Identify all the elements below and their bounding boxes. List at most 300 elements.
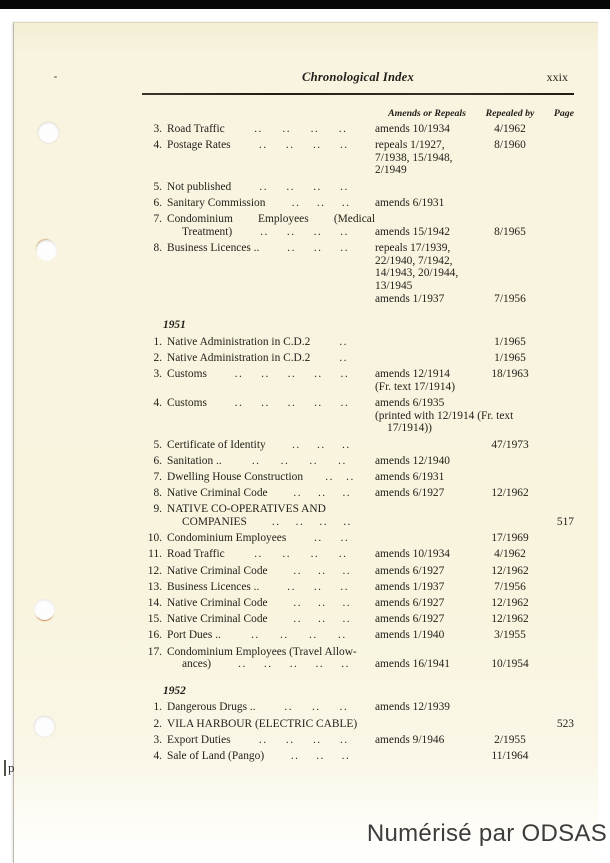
index-row xyxy=(142,397,574,409)
leader-dots: .. xyxy=(342,613,352,626)
leader-dots: .. xyxy=(291,438,301,451)
index-row xyxy=(142,293,574,305)
row-number: 3. xyxy=(153,733,162,746)
leader-dots: .. xyxy=(339,139,349,152)
leader-dots: .. xyxy=(337,629,347,642)
repealed-cell: 4/1962 xyxy=(494,548,526,561)
index-row xyxy=(142,718,574,730)
repealed-cell: 8/1965 xyxy=(494,225,526,238)
row-number: 4. xyxy=(153,750,162,763)
leader-dots: .. xyxy=(340,368,350,381)
row-title-text: Certificate of Identity xyxy=(167,438,266,451)
row-number: 15. xyxy=(147,613,162,626)
dot-leader xyxy=(256,701,375,713)
leader-dots: .. xyxy=(261,368,270,381)
dot-leader xyxy=(268,487,375,499)
leader-dots: .. xyxy=(342,564,352,577)
index-row xyxy=(142,164,574,176)
row-title xyxy=(167,352,375,364)
leader-dots: .. xyxy=(338,548,348,561)
dot-leader xyxy=(207,368,375,380)
binder-hole xyxy=(36,240,57,261)
running-head xyxy=(142,70,574,86)
edge-text: p xyxy=(4,760,15,776)
row-title xyxy=(167,439,375,451)
row-number: 6. xyxy=(153,196,162,209)
leader-dots: .. xyxy=(319,516,329,529)
row-title-text: Dwelling House Construction xyxy=(167,471,304,484)
row-title xyxy=(167,597,375,609)
leader-dots: .. xyxy=(280,629,289,642)
row-title-text: VILA HARBOUR (ELECTRIC CABLE) xyxy=(167,717,358,730)
leader-dots: .. xyxy=(311,701,321,714)
leader-dots: .. xyxy=(282,122,292,135)
column-headers xyxy=(142,108,574,119)
amends-cell: (Fr. text 17/1914) xyxy=(375,380,456,393)
index-row xyxy=(142,658,574,670)
row-title-text: NATIVE CO-OPERATIVES AND xyxy=(167,503,326,516)
amends-cell: amends 12/1940 xyxy=(375,454,450,467)
index-row xyxy=(142,410,574,422)
leader-dots: .. xyxy=(286,225,296,238)
leader-dots: .. xyxy=(342,487,352,500)
amends-cell: 14/1943, 20/1944, xyxy=(375,267,459,280)
index-row xyxy=(142,597,574,609)
row-title-text: ances) xyxy=(182,658,212,671)
row-title-text: Dangerous Drugs .. xyxy=(167,701,256,714)
row-title xyxy=(167,123,375,135)
leader-dots: .. xyxy=(289,658,299,671)
dot-leader xyxy=(225,123,375,135)
leader-dots: .. xyxy=(341,196,351,209)
dot-leader xyxy=(225,548,375,560)
amends-cell: amends 10/1934 xyxy=(375,548,450,561)
repealed-cell: 12/1962 xyxy=(491,597,529,610)
row-title xyxy=(167,397,375,409)
binder-hole xyxy=(38,122,59,143)
row-title xyxy=(167,548,375,560)
leader-dots: .. xyxy=(282,548,292,561)
leader-dots: .. xyxy=(234,368,244,381)
row-number: 4. xyxy=(153,139,162,152)
amends-cell: amends 1/1937 xyxy=(375,292,445,305)
row-title xyxy=(167,226,375,238)
leader-dots: .. xyxy=(340,397,350,410)
repealed-cell: 2/1955 xyxy=(494,733,526,746)
index-row xyxy=(142,734,574,746)
row-number: 11. xyxy=(148,548,162,561)
leader-dots: .. xyxy=(339,352,349,365)
row-number: 13. xyxy=(147,580,162,593)
row-title-text: Condominium Employees (Travel Allow- xyxy=(167,645,357,658)
leader-dots: .. xyxy=(261,397,270,410)
leader-dots: .. xyxy=(340,180,349,193)
row-number: 3. xyxy=(153,122,162,135)
row-title-text: Treatment) xyxy=(182,225,233,238)
index-row xyxy=(142,226,574,238)
row-title xyxy=(167,471,375,483)
leader-dots: .. xyxy=(338,122,348,135)
leader-dots: .. xyxy=(258,733,268,746)
row-number: 1. xyxy=(153,335,162,348)
leader-dots: .. xyxy=(341,438,351,451)
row-number: 9. xyxy=(153,503,162,516)
row-title xyxy=(167,336,375,348)
index-row xyxy=(142,750,574,762)
row-number: 5. xyxy=(153,180,162,193)
amends-cell: 22/1940, 7/1942, xyxy=(375,254,453,267)
leader-dots: .. xyxy=(309,629,318,642)
index-row xyxy=(142,213,574,225)
amends-cell: (printed with 12/1914 (Fr. text xyxy=(375,409,514,422)
row-title-text: Native Criminal Code xyxy=(167,487,268,500)
row-number: 12. xyxy=(147,564,162,577)
leader-dots: .. xyxy=(284,701,294,714)
row-title xyxy=(167,646,375,658)
index-row xyxy=(142,255,574,267)
watermark-text: Numérisé par ODSAS xyxy=(366,820,607,847)
leader-dots: .. xyxy=(260,225,269,238)
row-title xyxy=(167,139,375,151)
amends-cell: amends 6/1931 xyxy=(375,471,445,484)
index-row xyxy=(142,152,574,164)
leader-dots: .. xyxy=(280,454,290,467)
leader-dots: .. xyxy=(310,122,320,135)
row-number: 1. xyxy=(153,701,162,714)
leader-dots: .. xyxy=(314,397,323,410)
leader-dots: .. xyxy=(317,564,327,577)
amends-cell: amends 6/1927 xyxy=(375,564,445,577)
index-row xyxy=(142,267,574,279)
row-title xyxy=(167,532,375,544)
index-row xyxy=(142,503,574,515)
repealed-cell: 1/1965 xyxy=(494,335,526,348)
row-number: 7. xyxy=(153,471,162,484)
index-row xyxy=(142,439,574,451)
index-row xyxy=(142,548,574,560)
row-number: 17. xyxy=(147,645,162,658)
leader-dots: .. xyxy=(286,180,296,193)
leader-dots: .. xyxy=(293,487,303,500)
index-row xyxy=(142,613,574,625)
binder-hole xyxy=(34,599,55,620)
leader-dots: .. xyxy=(339,335,349,348)
amends-cell: amends 12/1939 xyxy=(375,701,450,714)
row-title-text: Native Administration in C.D.2 xyxy=(167,335,311,348)
row-number: 8. xyxy=(153,241,162,254)
dot-leader xyxy=(264,750,375,762)
dot-leader xyxy=(286,532,375,544)
row-number: 8. xyxy=(153,487,162,500)
leader-dots: .. xyxy=(287,580,296,593)
repealed-cell: 3/1955 xyxy=(494,629,526,642)
leader-dots: .. xyxy=(234,397,244,410)
row-title xyxy=(167,516,375,528)
folio-number: xxix xyxy=(546,70,568,84)
leader-dots: .. xyxy=(341,658,350,671)
row-title xyxy=(167,197,375,209)
repealed-cell: 11/1964 xyxy=(491,750,529,763)
amends-cell: amends 6/1927 xyxy=(375,613,445,626)
section-year: 1951 xyxy=(163,318,186,331)
repealed-cell: 12/1962 xyxy=(491,613,529,626)
repealed-cell: 17/1969 xyxy=(491,532,529,545)
dot-leader xyxy=(268,597,375,609)
repealed-cell: 7/1956 xyxy=(494,292,526,305)
row-title-text: Not published xyxy=(167,180,232,193)
row-title-text: COMPANIES xyxy=(182,516,247,529)
row-title xyxy=(167,455,375,467)
leader-dots: .. xyxy=(287,241,296,254)
page-cell: 523 xyxy=(556,717,574,730)
index-lines xyxy=(142,123,574,762)
leader-dots: .. xyxy=(314,532,323,545)
index-row xyxy=(142,471,574,483)
dot-leader xyxy=(265,197,375,209)
row-title-text: Native Criminal Code xyxy=(167,613,268,626)
amends-cell: amends 16/1941 xyxy=(375,658,450,671)
leader-dots: .. xyxy=(317,613,327,626)
leader-dots: .. xyxy=(259,180,269,193)
scanner-black-edge xyxy=(0,0,610,9)
leader-dots: .. xyxy=(340,532,350,545)
leader-dots: .. xyxy=(285,733,295,746)
index-row xyxy=(142,516,574,528)
dot-leader xyxy=(268,613,375,625)
row-title xyxy=(167,581,375,593)
amends-cell: amends 10/1934 xyxy=(375,122,450,135)
index-row xyxy=(142,181,574,193)
repealed-cell: 7/1956 xyxy=(494,580,526,593)
leader-dots: .. xyxy=(317,597,327,610)
amends-cell: 2/1949 xyxy=(375,164,407,177)
row-title-text: Sanitation .. xyxy=(167,454,222,467)
row-title xyxy=(167,718,375,730)
leader-dots: .. xyxy=(316,438,326,451)
leader-dots: .. xyxy=(251,454,261,467)
row-number: 2. xyxy=(153,352,162,365)
row-title-text: Condominium Employees xyxy=(167,532,287,545)
leader-dots: .. xyxy=(271,516,281,529)
leader-dots: .. xyxy=(293,597,303,610)
leader-dots: .. xyxy=(313,241,323,254)
dot-leader xyxy=(222,455,375,467)
dot-leader xyxy=(231,181,375,193)
amends-cell: amends 15/1942 xyxy=(375,225,450,238)
column-header-repealed: Repealed by xyxy=(485,108,535,119)
row-title xyxy=(167,503,375,515)
dot-leader xyxy=(247,516,375,528)
dot-leader xyxy=(310,352,375,364)
index-row xyxy=(142,336,574,348)
row-title-text: Customs xyxy=(167,397,207,410)
dot-leader xyxy=(232,226,375,238)
row-number: 3. xyxy=(153,368,162,381)
row-title-text: Sale of Land (Pango) xyxy=(167,750,265,763)
repealed-cell: 4/1962 xyxy=(494,122,526,135)
dot-leader xyxy=(207,397,375,409)
leader-dots: .. xyxy=(313,580,323,593)
dot-leader xyxy=(231,734,375,746)
leader-dots: .. xyxy=(342,597,352,610)
index-row xyxy=(142,422,574,434)
row-title xyxy=(167,734,375,746)
section-year: 1952 xyxy=(163,684,186,697)
index-row xyxy=(142,280,574,292)
repealed-cell: 12/1962 xyxy=(491,487,529,500)
leader-dots: .. xyxy=(317,487,327,500)
amends-cell: 17/1914)) xyxy=(387,422,432,435)
amends-cell: amends 6/1931 xyxy=(375,196,445,209)
row-title-text: Road Traffic xyxy=(167,122,225,135)
dot-leader xyxy=(266,439,375,451)
row-title xyxy=(167,181,375,193)
repealed-cell: 1/1965 xyxy=(494,352,526,365)
leader-dots: .. xyxy=(313,225,323,238)
amends-cell: amends 6/1927 xyxy=(375,487,445,500)
column-header-page: Page xyxy=(553,108,574,119)
amends-cell: amends 1/1937 xyxy=(375,580,445,593)
row-title xyxy=(167,629,375,641)
row-title-text: Business Licences .. xyxy=(167,241,260,254)
row-title-text: Port Dues .. xyxy=(167,629,221,642)
row-number: 4. xyxy=(153,397,162,410)
index-row xyxy=(142,368,574,380)
leader-dots: .. xyxy=(340,241,350,254)
repealed-cell: 47/1973 xyxy=(491,438,529,451)
amends-cell: 13/1945 xyxy=(375,279,413,292)
leader-dots: .. xyxy=(315,658,325,671)
leader-dots: .. xyxy=(254,122,263,135)
leader-dots: .. xyxy=(343,516,352,529)
amends-cell: amends 9/1946 xyxy=(375,733,445,746)
row-title-text: Business Licences .. xyxy=(167,580,260,593)
leader-dots: .. xyxy=(251,629,260,642)
dot-leader xyxy=(259,581,375,593)
leader-dots: .. xyxy=(339,701,349,714)
row-title xyxy=(167,487,375,499)
leader-dots: .. xyxy=(287,397,297,410)
leader-dots: .. xyxy=(314,368,323,381)
leader-dots: .. xyxy=(346,471,355,484)
index-row xyxy=(142,646,574,658)
index-row xyxy=(142,352,574,364)
leader-dots: .. xyxy=(263,658,273,671)
leader-dots: .. xyxy=(287,368,297,381)
index-row xyxy=(142,381,574,393)
dot-leader xyxy=(310,336,375,348)
row-number: 5. xyxy=(153,438,162,451)
leader-dots: .. xyxy=(309,454,319,467)
leader-dots: .. xyxy=(316,196,326,209)
row-title-text: Export Duties xyxy=(167,733,231,746)
leader-dots: .. xyxy=(295,516,305,529)
index-row xyxy=(142,487,574,499)
leader-dots: .. xyxy=(325,471,334,484)
leader-dots: .. xyxy=(290,750,300,763)
dot-leader xyxy=(268,565,375,577)
row-title-text: Postage Rates xyxy=(167,139,231,152)
amends-cell: amends 12/1914 xyxy=(375,368,450,381)
leader-dots: .. xyxy=(293,613,303,626)
index-row xyxy=(142,242,574,254)
dot-leader xyxy=(259,242,375,254)
leader-dots: .. xyxy=(313,180,322,193)
dot-leader xyxy=(211,658,375,670)
row-title xyxy=(167,658,375,670)
row-number: 16. xyxy=(147,629,162,642)
row-title-text: Customs xyxy=(167,368,207,381)
column-header-spacer xyxy=(142,108,375,119)
leader-dots: .. xyxy=(338,454,347,467)
amends-cell: amends 6/1935 xyxy=(375,397,445,410)
header-rule xyxy=(142,93,574,95)
row-title xyxy=(167,750,375,762)
repealed-cell: 8/1960 xyxy=(494,139,526,152)
index-row xyxy=(142,565,574,577)
index-row xyxy=(142,123,574,135)
row-number: 7. xyxy=(153,213,162,226)
repealed-cell: 12/1962 xyxy=(491,564,529,577)
row-title xyxy=(167,565,375,577)
row-title-text: Sanitary Commission xyxy=(167,196,266,209)
row-title: Condominium Employees (Medical xyxy=(167,213,375,226)
index-row xyxy=(142,581,574,593)
row-title-text: Native Criminal Code xyxy=(167,564,268,577)
leader-dots: .. xyxy=(312,139,322,152)
dot-leader xyxy=(221,629,375,641)
leader-dots: .. xyxy=(254,548,263,561)
column-header-amends: Amends or Repeals xyxy=(388,108,466,119)
amends-cell: repeals 17/1939, xyxy=(375,241,451,254)
leader-dots: .. xyxy=(340,580,350,593)
leader-dots: .. xyxy=(340,225,349,238)
leader-dots: .. xyxy=(316,750,325,763)
row-number: 14. xyxy=(147,597,162,610)
index-row xyxy=(142,701,574,713)
leader-dots: .. xyxy=(291,196,301,209)
index-row xyxy=(142,629,574,641)
index-row xyxy=(142,532,574,544)
row-title xyxy=(167,242,375,254)
leader-dots: .. xyxy=(312,733,322,746)
leader-dots: .. xyxy=(310,548,320,561)
row-title xyxy=(167,701,375,713)
leader-dots: .. xyxy=(258,139,268,152)
leader-dots: .. xyxy=(341,750,351,763)
repealed-cell: 10/1954 xyxy=(491,658,529,671)
repealed-cell: 18/1963 xyxy=(491,368,529,381)
leader-dots: .. xyxy=(293,564,303,577)
dot-leader xyxy=(303,471,375,483)
page-content xyxy=(142,70,574,762)
row-title xyxy=(167,613,375,625)
row-number: 6. xyxy=(153,454,162,467)
row-title xyxy=(167,368,375,380)
index-row xyxy=(142,197,574,209)
row-title-text: Road Traffic xyxy=(167,548,225,561)
row-title-text: Native Criminal Code xyxy=(167,597,268,610)
amends-cell: 7/1938, 15/1948, xyxy=(375,151,453,164)
page-cell: 517 xyxy=(556,516,574,529)
row-number: 10. xyxy=(147,532,162,545)
leader-dots: .. xyxy=(285,139,295,152)
leader-dots: .. xyxy=(339,733,349,746)
index-row xyxy=(142,455,574,467)
binder-hole xyxy=(34,716,55,737)
amends-cell: amends 1/1940 xyxy=(375,629,445,642)
paper-speck xyxy=(54,76,57,78)
